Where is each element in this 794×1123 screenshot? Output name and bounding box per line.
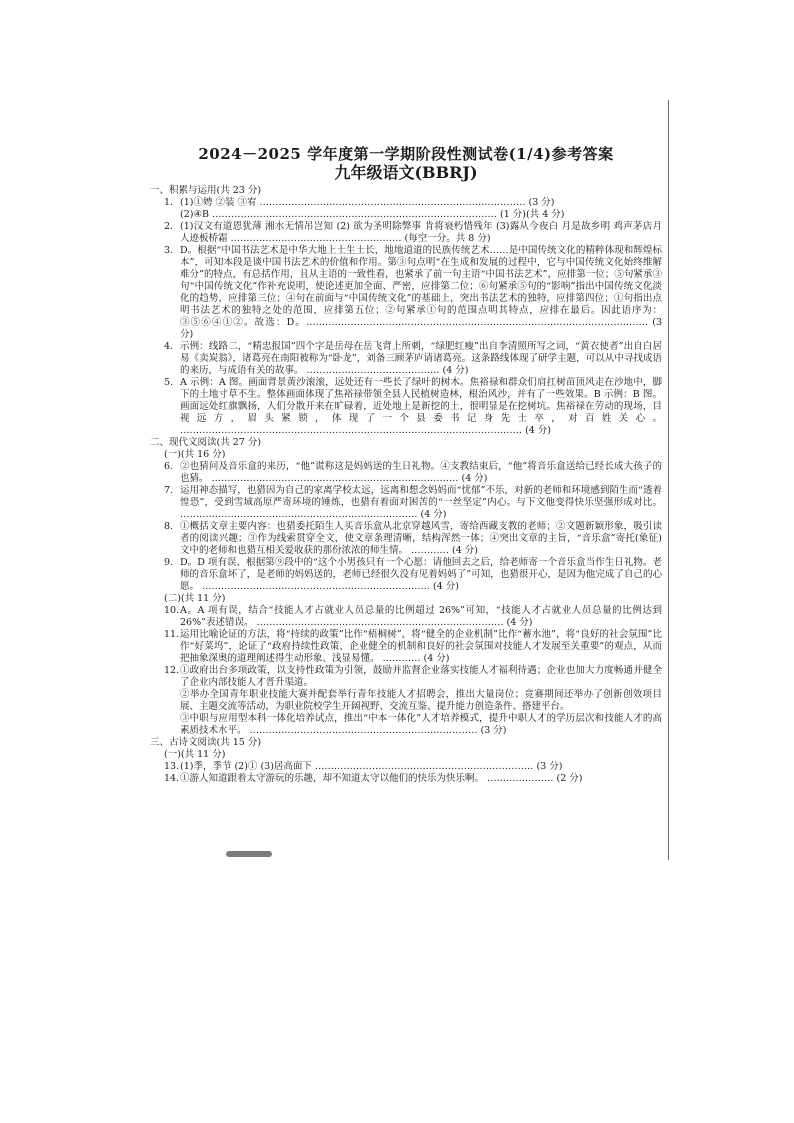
question-number: 10. xyxy=(164,605,180,616)
answer-text: 示例：线路二，“精忠报国”四个字是岳母在岳飞背上所刺，“绿肥红瘦”出自李清照所写之词，“黄衣使者”出自白居易《卖炭翁》，诸葛亮在南阳被称为“卧龙”，刘备三顾茅庐请诸葛亮。这条路线体现了研学主题，可以从中寻找成语的来历，与成语有关的故事。 …………………………………… (4 分) xyxy=(180,341,662,376)
answer-continuation: ③中职与应用型本科一体化培养试点，推出“中本一体化”人才培养模式，提升中职人才的学历层次和技能人才的高素质技术水平。 ……………………………………………………………… (3 分) xyxy=(180,713,662,736)
answer-continuation: (2)④B ……………………………………………………………………………… (1 分)(共 4 分) xyxy=(180,209,565,220)
question-number: 7. xyxy=(164,485,174,496)
question-number: 3. xyxy=(164,245,174,256)
page-margin-line xyxy=(668,100,669,860)
answer-item xyxy=(150,521,662,557)
question-number: 12. xyxy=(164,665,180,676)
section-heading: 三、古诗文阅读(共 15 分) xyxy=(150,737,262,748)
document-subtitle: 九年级语文(BBRJ) xyxy=(334,163,478,182)
answer-text: (1)①娉 ②装 ③宥 ………………………………………………………………………… (3 分) xyxy=(180,197,555,208)
question-number: 6. xyxy=(164,461,174,472)
answer-item xyxy=(150,341,662,377)
answer-text: D。D 项有误，根据第⑨段中的“这个小男孩只有一个心愿：请他回去之后，给老师寄一个音乐盒当作生日礼物。老师的音乐盒坏了，是老师的妈妈送的，老师已经很久没有见着妈妈了”可知，也猎很开心，是因为他完成了自己的心愿。 ……………………………………………………………… (4 分) xyxy=(180,557,662,592)
answer-item xyxy=(150,773,662,785)
answer-text: A。A 项有误，结合“技能人才占就业人员总量的比例超过 26%”可知，“技能人才占就业人员总量的比例达到 26%”表述错误。 …………………………………………………………………… (4 分) xyxy=(180,605,662,628)
subsection-heading: (二)(共 11 分) xyxy=(164,593,226,604)
subsection-heading: (一)(共 11 分) xyxy=(164,749,226,760)
question-number: 1. xyxy=(164,197,174,208)
question-number: 14. xyxy=(164,773,180,784)
section-heading: 一、积累与运用(共 23 分) xyxy=(150,185,262,196)
section-heading: 二、现代文阅读(共 27 分) xyxy=(150,437,262,448)
answer-item xyxy=(150,221,662,245)
answer-item xyxy=(150,485,662,521)
question-number: 9. xyxy=(164,557,174,568)
answer-item xyxy=(150,629,662,665)
question-number: 4. xyxy=(164,341,174,352)
answer-text: (1)汉文有道恩犹薄 湘水无情吊岂知 (2) 欲为圣明除弊事 肯将衰朽惜残年 (3)露从今夜白 月是故乡明 鸡声茅店月 人迹板桥霜 ……………………………………………… (每空一分。共 8 分) xyxy=(180,221,662,244)
answer-text: ①游人知道跟着太守游玩的乐趣，却不知道太守以他们的快乐为快乐啊。 ………………… (2 分) xyxy=(180,773,583,784)
question-number: 2. xyxy=(164,221,174,232)
answer-text: 运用比喻论证的方法，将“持续的政策”比作“梧桐树”，将“健全的企业机制”比作“蓄水池”，将“良好的社会氛围”比作“好菜坞”，论证了“政府持续性政策、企业健全的机制和良好的社会氛围对技能人才发展至关重要”的观点，从而把抽象深奥的道理阐述得生动形象、浅显易懂。 ………… (4 分) xyxy=(180,629,662,664)
answer-continuation: ②举办全国青年职业技能大赛并配套举行青年技能人才招聘会，推出大量岗位；竞赛期间还举办了创新创效项目展、主题交流等活动，为职业院校学生开阔视野、交流互鉴、提升能力创造条件、搭建平台。 xyxy=(180,689,662,712)
answer-body xyxy=(150,185,662,785)
answer-text: 运用神态描写，也猎因为自己的家离学校太远，远离和想念妈妈而“忧郁”不乐，对新的老师和环境感到陌生而“透着惶恐”，受到雪域高原严寄环境的锤炼，也猎有着面对困苦的“一丝坚定”内心。与下文他变得快乐坚强形成对比。 ………………………………………………………………… (4 分) xyxy=(180,485,662,520)
answer-text: ①政府出台多项政策，以支持性政策为引领，鼓励并监督企业落实技能人才福利待遇；企业也加大力度畅通并健全了企业内部技能人才晋升渠道。 xyxy=(180,665,662,688)
answer-item xyxy=(150,761,662,773)
answer-item xyxy=(150,245,662,341)
subsection-heading: (一)(共 16 分) xyxy=(164,449,226,460)
answer-text: (1)季，季节 (2)① (3)居高面下 …………………………………………………………… (3 分) xyxy=(180,761,563,772)
answer-text: D。根据“中国书法艺术是中华大地上土生土长，地地道道的民族传统艺术……是中国传统文化的精粹体现和辉煌标本”，可知本段是谈中国书法艺术的价值和作用。第③句点明“在生成和发展的过程中，它与中国传统文化始终维解难分”的特点，有总括作用，且从主语的一致性看，也紧承了前一句主语“中国书法艺术”，应排第一位；⑤句紧承③句“中国传统文化”作补充说明，使论述更加全面、严密，应排第二位；⑥句紧承⑤句的“影响”指出中国传统文化淡化的趋势，应排第三位；④句在前面与“中国传统文化”的基础上，突出书法艺术的独特，应排第四位；①句指出点明书法艺术的独特之处的范围，应排第五位；②句紧承①句的范围点明其特点，应排在最后。因此语序为：③⑤⑥④①②。故选：D。……………………………………………………………………………………………… (3 分) xyxy=(180,245,662,340)
document-title: 2024－2025 学年度第一学期阶段性测试卷(1/4)参考答案 xyxy=(198,145,614,163)
answer-item xyxy=(150,605,662,629)
answer-item xyxy=(150,665,662,689)
question-number: 11. xyxy=(164,629,180,640)
answer-item xyxy=(150,461,662,485)
answer-sheet xyxy=(150,145,662,785)
page-footer-mark xyxy=(226,851,272,857)
answer-text: ②也猜问及音乐盒的来历，“他”谎称这是妈妈送的生日礼物。④支教结束后，“他”将音乐盒送给已经长成大孩子的也猜。 …………………………………………………………………… (4 分) xyxy=(180,461,662,484)
answer-item xyxy=(150,197,662,209)
answer-item xyxy=(150,557,662,593)
answer-text: ①概括文章主要内容：也猎委托陌生人买音乐盒从北京穿越风雪，寄给西藏支教的老师；②文题新颖形象，吸引读者的阅读兴趣；③作为线索贯穿全文，使文章条理清晰，结构浑然一体；④突出文章的主旨，“音乐盒”寄托(象征)文中的老师和也猎互相关爱收获的那份浓浓的师生情。 ………… (4 分) xyxy=(180,521,662,556)
question-number: 5. xyxy=(164,377,174,388)
answer-item xyxy=(150,377,662,437)
answer-text: A 示例：A 图。画面背景黄沙滚滚，远处还有一些长了绿叶的树木。焦裕禄和群众们肩扛树苗顶风走在沙地中，脚下的土地寸草不生。整体画面体现了焦裕禄带领全县人民植树造林，根治风沙，并有了一些效果。B 示例：B 图。画面远处红旗飘扬，人们分散开来在旷碌着，近处地上是新挖的土，很明显是在挖树坑。焦裕禄在劳动的现场，目视远方，眉头紧锁，体现了一个县委书记身先士卒，对百姓关心。 ……………………………………………………………………………………………… (4 分) xyxy=(180,377,662,436)
question-number: 13. xyxy=(164,761,180,772)
question-number: 8. xyxy=(164,521,174,532)
